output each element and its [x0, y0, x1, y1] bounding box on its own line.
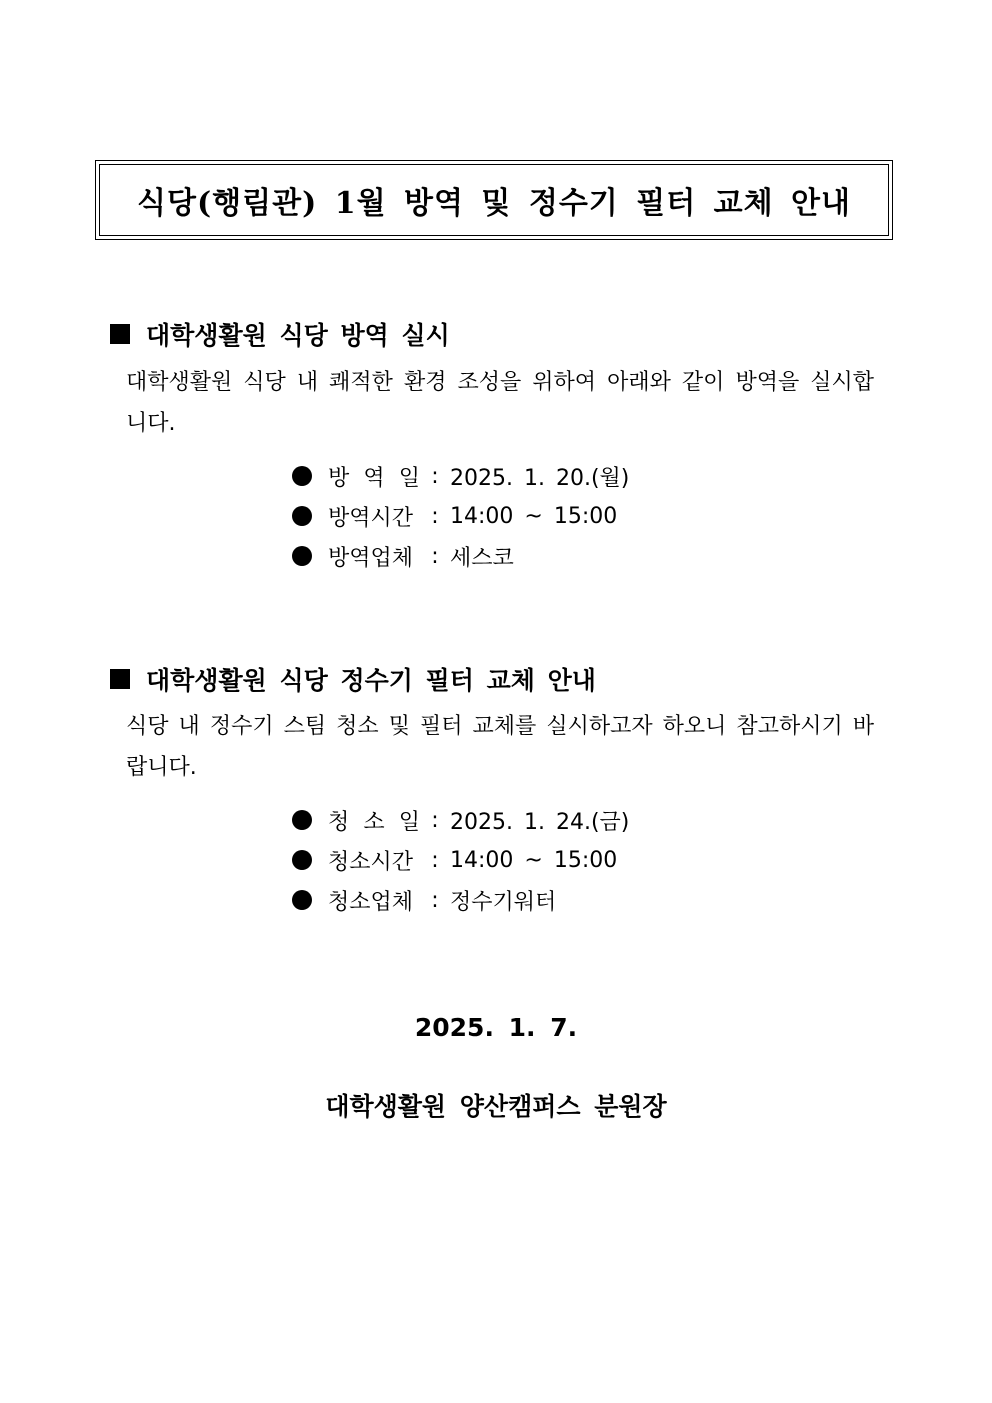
- detail-item: [292, 536, 629, 576]
- square-bullet-icon: [110, 669, 130, 689]
- section-paragraph-disinfection: 대학생활원 식당 내 쾌적한 환경 조성을 위하여 아래와 같이 방역을 실시합니다.: [126, 370, 874, 436]
- title-box: [95, 160, 893, 240]
- detail-colon: :: [431, 503, 439, 529]
- circle-bullet-icon: [292, 850, 312, 870]
- detail-item: [292, 800, 629, 840]
- detail-value: 2025. 1. 20.(월): [450, 465, 630, 491]
- detail-label: 청소업체: [328, 889, 414, 915]
- section-heading-text: 대학생활원 식당 정수기 필터 교체 안내: [146, 666, 596, 695]
- section-heading-text: 대학생활원 식당 방역 실시: [146, 321, 450, 350]
- detail-value: 세스코: [450, 545, 514, 571]
- detail-item: [292, 840, 629, 880]
- square-bullet-icon: [110, 324, 130, 344]
- detail-label: 방 역 일: [328, 465, 420, 491]
- detail-value: 정수기워터: [450, 889, 557, 915]
- detail-colon: :: [431, 887, 439, 913]
- section-heading-disinfection: [110, 316, 450, 352]
- circle-bullet-icon: [292, 506, 312, 526]
- detail-colon: :: [431, 543, 439, 569]
- section-heading-water-filter: [110, 661, 596, 697]
- detail-value: 14:00 ~ 15:00: [450, 847, 618, 873]
- circle-bullet-icon: [292, 546, 312, 566]
- document-signature: 대학생활원 양산캠퍼스 분원장: [325, 1092, 667, 1121]
- detail-colon: :: [431, 807, 439, 833]
- detail-list-water-filter: [292, 800, 629, 920]
- detail-item: [292, 496, 629, 536]
- detail-label: 방역시간: [328, 505, 414, 531]
- detail-colon: :: [431, 463, 439, 489]
- title-box-inner: [99, 164, 889, 236]
- detail-label: 청 소 일: [328, 809, 420, 835]
- document-date: 2025. 1. 7.: [414, 1013, 578, 1042]
- document-title: 식당(행림관) 1월 방역 및 정수기 필터 교체 안내: [136, 186, 851, 221]
- detail-item: [292, 456, 629, 496]
- circle-bullet-icon: [292, 466, 312, 486]
- detail-label: 청소시간: [328, 849, 414, 875]
- circle-bullet-icon: [292, 890, 312, 910]
- detail-list-disinfection: [292, 456, 629, 576]
- detail-value: 2025. 1. 24.(금): [450, 809, 630, 835]
- detail-value: 14:00 ~ 15:00: [450, 503, 618, 529]
- detail-colon: :: [431, 847, 439, 873]
- detail-item: [292, 880, 629, 920]
- circle-bullet-icon: [292, 810, 312, 830]
- section-paragraph-water-filter: 식당 내 정수기 스팀 청소 및 필터 교체를 실시하고자 하오니 참고하시기 바랍니다.: [126, 714, 874, 780]
- detail-label: 방역업체: [328, 545, 414, 571]
